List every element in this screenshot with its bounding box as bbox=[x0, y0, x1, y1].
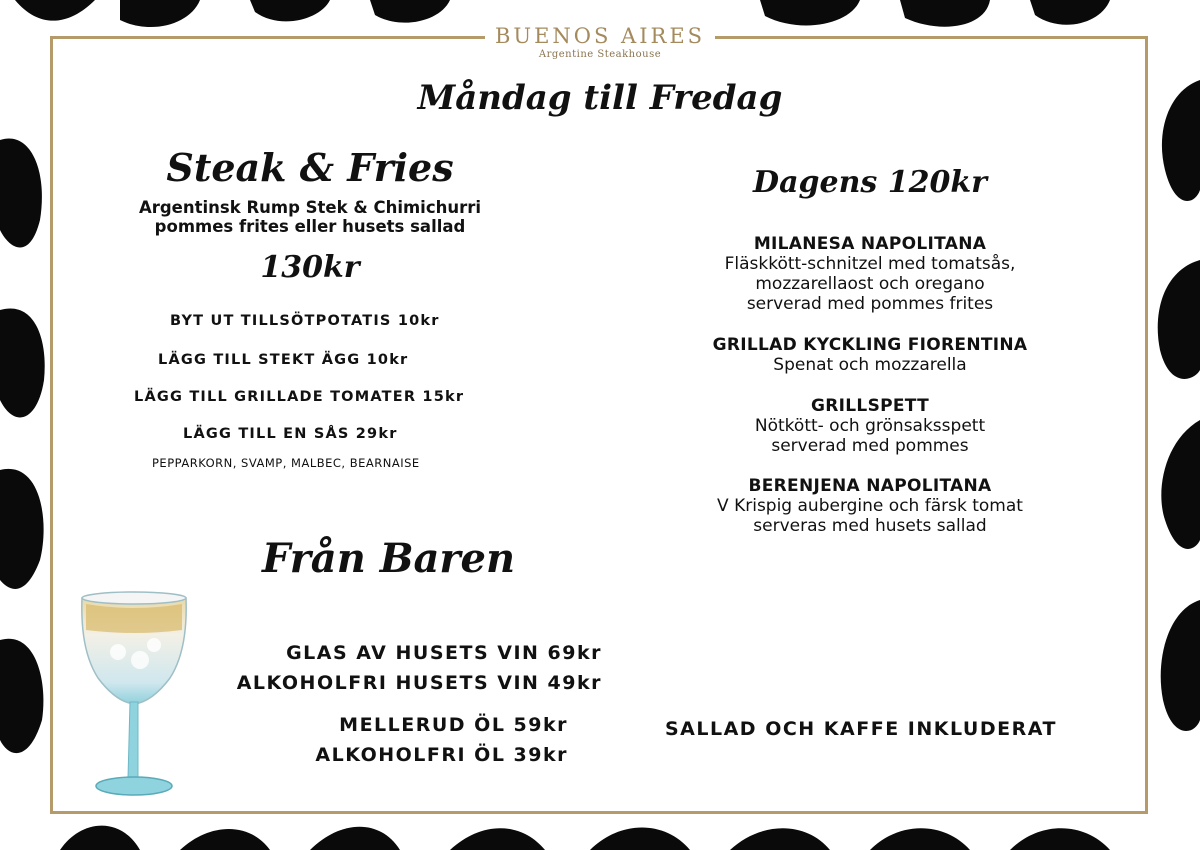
dish-name: MILANESA NAPOLITANA bbox=[753, 234, 987, 254]
dish-description: serverad med pommes bbox=[771, 436, 969, 456]
steak-title: Steak & Fries bbox=[166, 145, 454, 190]
steak-desc-line: pommes frites eller husets sallad bbox=[154, 217, 466, 236]
dish-item bbox=[680, 396, 1060, 456]
sauce-options: PEPPARKORN, SVAMP, MALBEC, BEARNAISE bbox=[152, 456, 420, 470]
dish-description: serverad med pommes frites bbox=[746, 294, 994, 314]
dagens-title: Dagens 120kr bbox=[753, 165, 987, 200]
steak-desc-line: Argentinsk Rump Stek & Chimichurri bbox=[138, 198, 482, 217]
dish-name: BERENJENA NAPOLITANA bbox=[748, 476, 992, 496]
included-note: SALLAD OCH KAFFE INKLUDERAT bbox=[665, 718, 1057, 740]
dish-item bbox=[680, 476, 1060, 536]
bar-item: ALKOHOLFRI ÖL 39kr bbox=[315, 744, 568, 766]
bar-title: Från Baren bbox=[262, 535, 516, 582]
dish-name: GRILLSPETT bbox=[811, 396, 929, 416]
dish-item bbox=[680, 234, 1060, 314]
dish-item bbox=[680, 335, 1060, 375]
dish-description: Spenat och mozzarella bbox=[773, 355, 967, 375]
bar-item: GLAS AV HUSETS VIN 69kr bbox=[286, 642, 602, 664]
bar-item: ALKOHOLFRI HUSETS VIN 49kr bbox=[236, 672, 602, 694]
page-heading: Måndag till Fredag bbox=[417, 78, 783, 118]
dish-description: V Krispig aubergine och färsk tomat bbox=[717, 496, 1023, 516]
steak-price: 130kr bbox=[260, 250, 360, 285]
addon-item: BYT UT TILLSÖTPOTATIS 10kr bbox=[170, 313, 440, 329]
dish-name: GRILLAD KYCKLING FIORENTINA bbox=[712, 335, 1028, 355]
brand-name: BUENOS AIRES bbox=[494, 24, 706, 48]
dish-description: Nötkött- och grönsaksspett bbox=[754, 416, 986, 436]
addon-item: LÄGG TILL EN SÅS 29kr bbox=[183, 426, 398, 442]
brand-logo bbox=[485, 20, 715, 72]
bar-item: MELLERUD ÖL 59kr bbox=[339, 714, 568, 736]
dish-description: Fläskkött-schnitzel med tomatsås, bbox=[724, 254, 1016, 274]
dish-description: serveras med husets sallad bbox=[753, 516, 987, 536]
gin-glass-icon bbox=[78, 590, 190, 802]
addon-item: LÄGG TILL STEKT ÄGG 10kr bbox=[158, 352, 409, 368]
brand-subtitle: Argentine Steakhouse bbox=[538, 49, 662, 60]
dish-description: mozzarellaost och oregano bbox=[755, 274, 985, 294]
addon-item: LÄGG TILL GRILLADE TOMATER 15kr bbox=[134, 389, 465, 405]
steak-description bbox=[100, 198, 520, 236]
